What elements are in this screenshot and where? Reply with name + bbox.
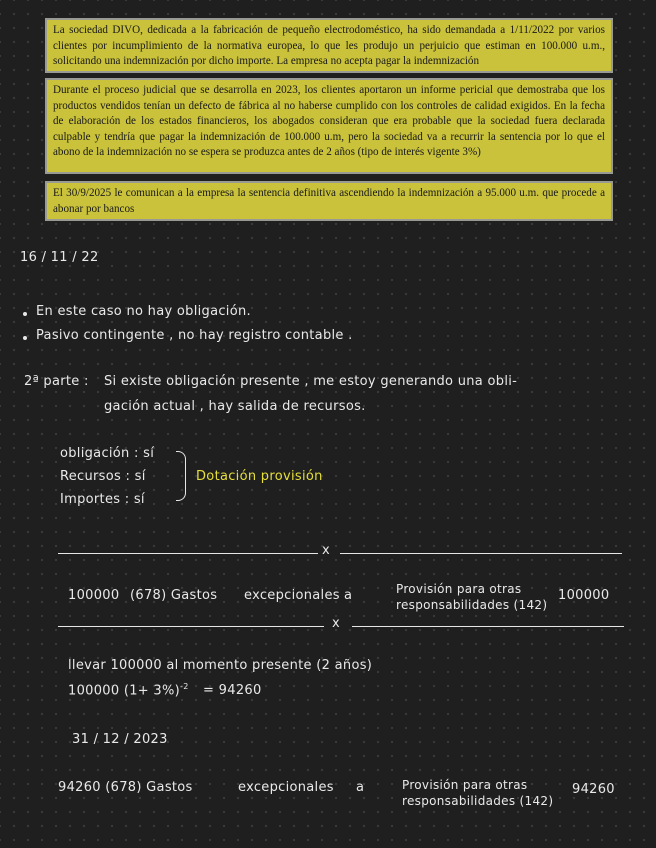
calc-result: = 94260 xyxy=(203,683,262,699)
entry1-a: a xyxy=(344,588,353,603)
entry1-credit-line2: responsabilidades (142) xyxy=(396,598,548,612)
separator-line-left xyxy=(58,626,324,627)
entry2-debit-desc: excepcionales xyxy=(238,780,334,795)
entry1-debit-account: (678) Gastos xyxy=(130,588,218,603)
note-bullet-2: Pasivo contingente , no hay registro contable . xyxy=(36,328,353,343)
separator-mark: x xyxy=(332,616,340,631)
separator-mark: x xyxy=(322,543,330,558)
note-bullet-1: En este caso no hay obligación. xyxy=(36,304,251,319)
entry1-debit-desc: excepcionales xyxy=(244,588,340,603)
entry2-credit-line1: Provisión para otras xyxy=(402,778,528,792)
note-dotacion-provision: Dotación provisión xyxy=(196,469,323,484)
statement-paragraph-3: El 30/9/2025 le comunican a la empresa la sentencia definitiva ascendiendo la indemnización a 95.000 u.m. que procede a abonar por bancos xyxy=(45,181,613,221)
entry2-a: a xyxy=(356,780,365,795)
entry2-credit-line2: responsabilidades (142) xyxy=(402,794,554,808)
separator-line-right xyxy=(352,626,624,627)
calc-exponent: -2 xyxy=(180,682,189,691)
bullet-dot xyxy=(23,312,27,316)
note-condition-amounts: Importes : sí xyxy=(60,492,145,507)
note-date-1: 16 / 11 / 22 xyxy=(20,250,99,265)
statement-paragraph-2: Durante el proceso judicial que se desarrolla en 2023, los clientes aportaron un informe pericial que demostraba que los productos vendidos tenían un defecto de fábrica al no haberse cumplido con los controles de calidad exigidos. En la fecha de elaboración de los estados financieros, los abogados consideran que era probable que la sociedad fuera declarada culpable y tendría que pagar la indemnización de 100.000 u.m, pero la sociedad va a recurrir la sentencia por lo que el abono de la indemnización no se espera se produzca antes de 2 años (tipo de interés vigente 3%) xyxy=(45,78,613,174)
note-condition-obligation: obligación : sí xyxy=(60,446,155,461)
statement-paragraph-1: La sociedad DIVO, dedicada a la fabricación de pequeño electrodoméstico, ha sido demandada a 1/11/2022 por varios clientes por incumplimiento de la normativa europea, lo que les produjo un perjuicio que estiman en 100.000 u.m., solicitando una indemnización por dicho importe. La empresa no acepta pagar la indemnización xyxy=(45,18,613,73)
note-part2-line1: Si existe obligación presente , me estoy generando una obli- xyxy=(104,374,518,389)
note-calc xyxy=(68,682,262,698)
note-llevar: llevar 100000 al momento presente (2 años) xyxy=(68,658,373,673)
calc-expression: 100000 (1+ 3%) xyxy=(68,683,181,699)
entry2-debit: 94260 (678) Gastos xyxy=(58,780,193,795)
curly-brace xyxy=(176,451,186,501)
note-part2-label: 2ª parte : xyxy=(24,374,89,389)
note-part2-line2: gación actual , hay salida de recursos. xyxy=(104,399,366,414)
separator-line-right xyxy=(340,553,622,554)
note-condition-resources: Recursos : sí xyxy=(60,469,146,484)
separator-line-left xyxy=(58,553,318,554)
entry1-credit-amount: 100000 xyxy=(558,588,610,603)
entry2-credit-amount: 94260 xyxy=(572,782,615,797)
note-date-2: 31 / 12 / 2023 xyxy=(72,732,168,747)
bullet-dot xyxy=(23,336,27,340)
entry1-debit-amount: 100000 xyxy=(68,588,120,603)
entry1-credit-line1: Provisión para otras xyxy=(396,582,522,596)
